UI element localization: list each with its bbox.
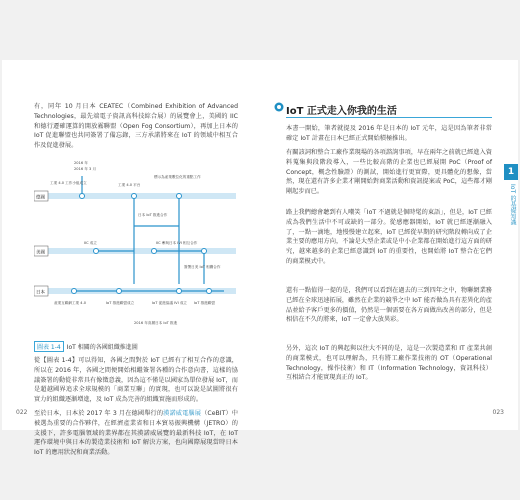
chapter-tab-number: 1: [504, 164, 518, 180]
left-paragraph-1: 有，同年 10 月日本 CEATEC（Combined Exhibition of Advanced Technologies，最先端電子資訊高科技綜合展）的展覽會上，美國的 IIC 和德行遷確運算的開放霧聯盟（Open Fog Consortium），再加上日本的 IoT 促進聯盟也共同簽署了備忘錄，三方承諾將來在 IoT 的領域中相互合作及促進發展。: [34, 103, 238, 150]
row-label-usa: 美國: [36, 250, 45, 256]
right-paragraph-5: 另外，這次 IoT 的興起與以往大不同的是，這是一次製造業和 IT 產業共創的商業模式，也可以理解為，只有將工廠作業技術的 OT（Operational Technology，操作技術）和 IT（Information Technology，資訊科技）互相結合才能實現真正的 IoT。: [286, 345, 492, 382]
right-paragraph-4: 還有一點值得一提的是，我們可以看到在過去的三到四年之中，物聯網業務已經在全球迅速拓展，雖然在企業的競爭之中 IoT 能否做為具有差異化的產品並給予客戶更多的價值，仍然是一個需要在各方面做出改善的部分，但是相信在不久的將來，IoT 一定會大放異彩。: [286, 287, 492, 324]
label-us2: IIC 參與日本 IVI 相互合作: [156, 241, 198, 245]
section-title: IoT 正式走入你我的生活: [286, 106, 397, 117]
right-page: [260, 60, 518, 430]
row-label-germany: 德國: [36, 195, 45, 201]
section-title-icon: [274, 102, 284, 112]
label-g2: 工業 4.0 平台: [118, 183, 141, 187]
chapter-tab-text: IoT 的基礎知識: [509, 184, 516, 226]
label-year-2016: 2016 年: [74, 161, 88, 165]
figure-caption: [34, 341, 138, 352]
highlight-term: 漢諾威電腦展: [163, 410, 202, 417]
label-j1: 產業互聯網工業 4.0: [54, 301, 87, 305]
right-paragraph-1: 本書一開始，筆者就提及 2016 年是日本的 IoT 元年，這是因為筆者非常確定 IoT 計畫在日本已經正式開始積極推出。: [286, 125, 492, 142]
right-page-number: 023: [492, 409, 504, 416]
label-j4: 簽署日美 IoT 相關合作: [184, 265, 221, 269]
right-paragraph-2: 有關該詞和整合工廠作業現場的各項諮詢事項，早在兩年之前就已經進入資料蒐集與段階段導入，一些比較高階的企業也已經展開 PoC（Proof of Concept，概念性驗證）的測試，開始進行更實際，更具體化的想像，當然，現在還有許多企業才剛開始對商業活動和資訊提案或 PoC，這些都才剛剛起步而已。: [286, 149, 492, 196]
left-page-number: 022: [16, 409, 28, 416]
iot-organization-timeline-figure: [34, 156, 236, 332]
title-underline: [286, 117, 492, 118]
label-j3: 日本 IoT 推進合作: [138, 213, 168, 217]
label-j6: IoT 推進聯盟: [194, 301, 215, 305]
label-j5: IoT 促進協議 IVI 成立: [152, 301, 188, 305]
label-j2: IoT 推進聯盟成立: [106, 301, 135, 305]
left-paragraph-3: 至於日本，日本於 2017 年 3 月在德國舉行的漢諾威電腦展（CeBIT）中被選為重要的合作夥伴，在經濟產業省和日本貿易振興機構（JETRO）的支援下，許多電腦領域的業界都在其漢諾威展覽的最新科技 IoT，在 IoT 運作環境中與日本的製造業技術和 IoT 解決方案，也向國際展現當時日本 IoT 的應用狀況和商業活動。: [34, 410, 238, 457]
label-y2016b: 2016 年 3 月: [74, 167, 97, 171]
label-g1: 工業 4.0 工作小組成立: [50, 181, 87, 185]
caption-label: 圖表 1-4: [34, 341, 64, 352]
row-label-japan: 日本: [36, 290, 45, 296]
label-us1: IIC 成立: [84, 241, 97, 245]
right-paragraph-3: 路上我們總會聽到有人嘲笑「IoT 不過就是個時髦的東語」，但是，IoT 已經成為我們生活中不可或缺的一部分。從感應器開始，IoT 就已經逐漸融入了，一點一滴地，地慢慢建立起來，IoT 已經從早期的研究階段轉向成了企業主要的應用方向，不論是大型企業或是中小企業都在開始進行這方面的研究，越來越多的企業已經意識到 IoT 的重要性，也開始將 IoT 整合在它們的商業模式中。: [286, 209, 492, 265]
label-cross: 2016 年高層日本 IoT 推進: [134, 321, 178, 325]
left-paragraph-2: 從【圖表 1-4】可以得知，各國之間對於 IoT 已經有了相互合作的意識，所以在 2016 年，各國之間便開始相繼簽署各種的合作意向書，這樣的協議簽署的動從非常具有像徵意義，因為這不僅是以國家為單位發展 IoT，而是超越國界追求全球規模的「商業互聯」的實現，也可以說是試圖將很有實力的組織逐漸增進，及 IoT 成為完善的組織實施而形成的。: [34, 357, 238, 404]
left-page: [2, 60, 260, 457]
label-g3: 標示為產業數位化的重點工作: [154, 175, 201, 179]
caption-text: IoT 相關的各國組織推進圖: [66, 344, 138, 351]
